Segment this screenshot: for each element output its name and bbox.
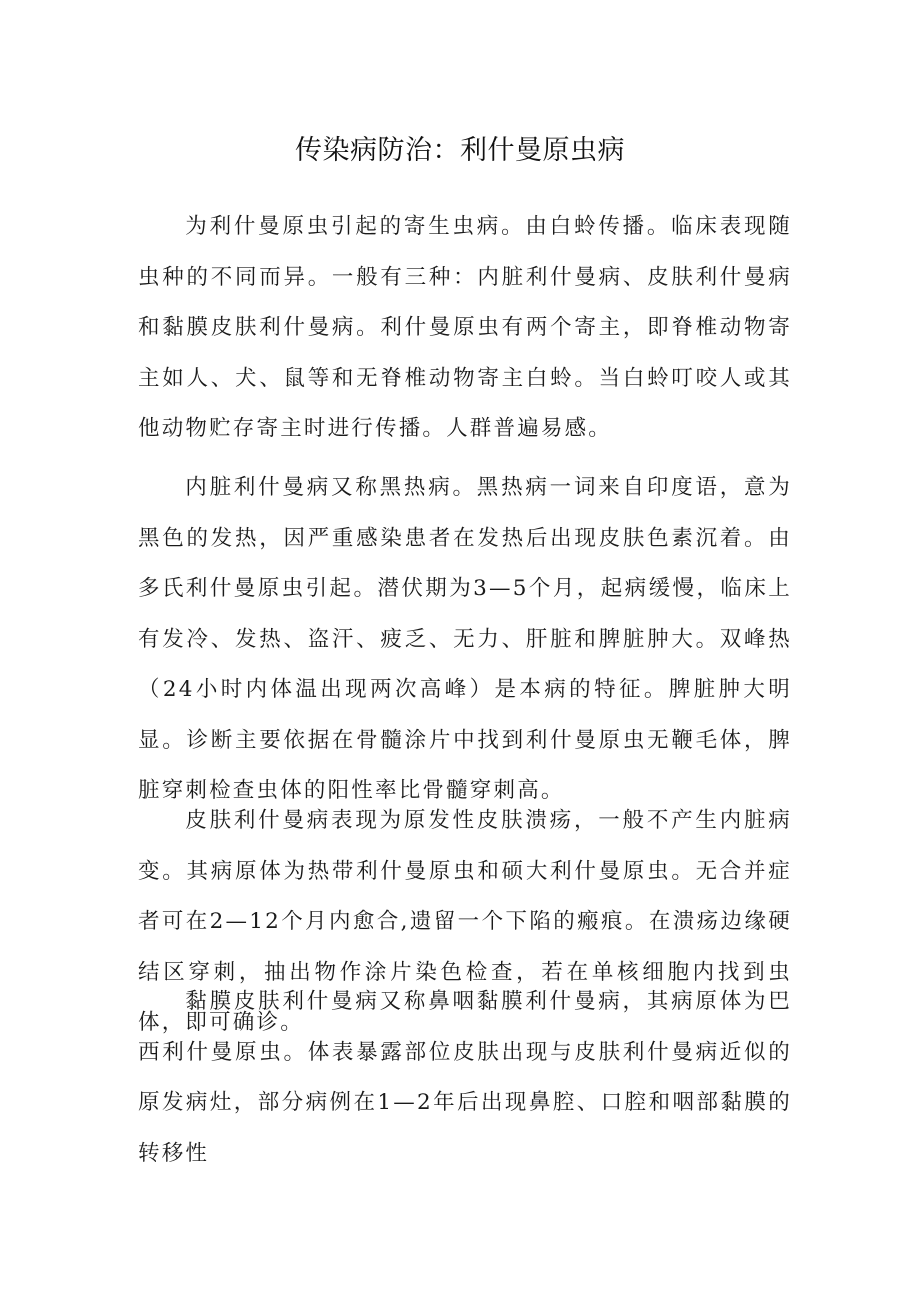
paragraph-cutaneous: 皮肤利什曼病表现为原发性皮肤溃疡，一般不产生内脏病变。其病原体为热带利什曼原虫和硕大利什曼原虫。无合并症者可在2—12个月内愈合,遗留一个下陷的瘢痕。在溃疡边缘硬结区穿刺，抽出物作涂片染色检查，若在单核细胞内找到虫体，即可确诊。 — [138, 808, 792, 1035]
paragraph-mucocutaneous: 黏膜皮肤利什曼病又称鼻咽黏膜利什曼病，其病原体为巴西利什曼原虫。体表暴露部位皮肤出现与皮肤利什曼病近似的原发病灶，部分病例在1—2年后出现鼻腔、口腔和咽部黏膜的转移性 — [138, 989, 792, 1166]
paragraph-intro: 为利什曼原虫引起的寄生虫病。由白蛉传播。临床表现随虫种的不同而异。一般有三种：内脏利什曼病、皮肤利什曼病和黏膜皮肤利什曼病。利什曼原虫有两个寄主，即脊椎动物寄主如人、犬、鼠等和无脊椎动物寄主白蛉。当白蛉叮咬人或其他动物贮存寄主时进行传播。人群普遍易感。 — [138, 214, 792, 441]
document-title: 传染病防治：利什曼原虫病 — [295, 135, 625, 166]
paragraph-visceral: 内脏利什曼病又称黑热病。黑热病一词来自印度语，意为黑色的发热，因严重感染患者在发热后出现皮肤色素沉着。由多氏利什曼原虫引起。潜伏期为3—5个月，起病缓慢，临床上有发冷、发热、盗汗、疲乏、无力、肝脏和脾脏肿大。双峰热（24小时内体温出现两次高峰）是本病的特征。脾脏肿大明显。诊断主要依据在骨髓涂片中找到利什曼原虫无鞭毛体，脾脏穿刺检查虫体的阳性率比骨髓穿刺高。 — [138, 475, 792, 803]
